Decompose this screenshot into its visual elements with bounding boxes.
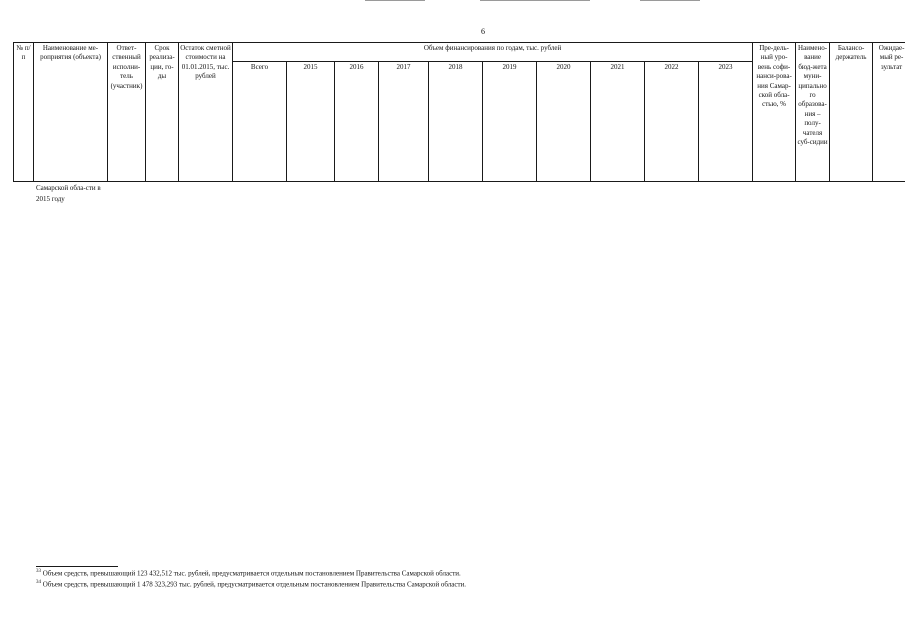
- header-term: Срок реализа-ции, го-ды: [146, 43, 179, 182]
- header-year-2017: 2017: [379, 62, 429, 182]
- continuation-text: Самарской обла-сти в 2015 году: [36, 184, 101, 203]
- header-executor: Ответ-ственный исполни-тель (участник): [108, 43, 146, 182]
- footnotes: [36, 567, 836, 590]
- scan-mark: [480, 0, 590, 1]
- header-year-2018: 2018: [429, 62, 483, 182]
- footnote-text: Объем средств, превышающий 1 478 323,293 тыс. рублей, предусматривается отдельным постановлением Правительства Самарской области.: [42, 580, 467, 589]
- footnote-mark: 33: [36, 569, 41, 574]
- header-year-2022: 2022: [645, 62, 699, 182]
- footnote-33: [36, 567, 836, 578]
- header-total: Всего: [233, 62, 287, 182]
- header-num: № п/п: [14, 43, 34, 182]
- footnote-mark: 34: [36, 580, 41, 586]
- footnote-text: Объем средств, превышающий 123 432,512 тыс. рублей, предусматривается отдельным постановлением Правительства Самарской области.: [42, 569, 461, 578]
- header-measure-name: Наименование ме-роприятия (объекта): [34, 43, 108, 182]
- scan-mark: [640, 0, 700, 1]
- header-result: Ожидае-мый ре-зультат: [873, 43, 905, 182]
- page-number: 6: [481, 27, 485, 36]
- header-year-2021: 2021: [591, 62, 645, 182]
- header-year-2019: 2019: [483, 62, 537, 182]
- financing-table: [13, 42, 905, 182]
- header-year-2015: 2015: [287, 62, 335, 182]
- header-financing-group: Объем финансирования по годам, тыс. рублей: [233, 43, 753, 62]
- scan-mark: [365, 0, 425, 1]
- footnote-34: [36, 578, 836, 589]
- header-budget-name: Наимено-вание бюд-жета муни-ципального образова-ния – полу-чателя суб-сидии: [796, 43, 830, 182]
- header-max-level: Пре-дель-ный уро-вень софи-нанси-рова-ния Самар-ской обла-стью, %: [753, 43, 796, 182]
- header-balance: Остаток сметной стоимости на 01.01.2015, тыс. рублей: [179, 43, 233, 182]
- header-year-2016: 2016: [335, 62, 379, 182]
- header-year-2020: 2020: [537, 62, 591, 182]
- header-year-2023: 2023: [699, 62, 753, 182]
- header-holder: Балансо-держатель: [830, 43, 873, 182]
